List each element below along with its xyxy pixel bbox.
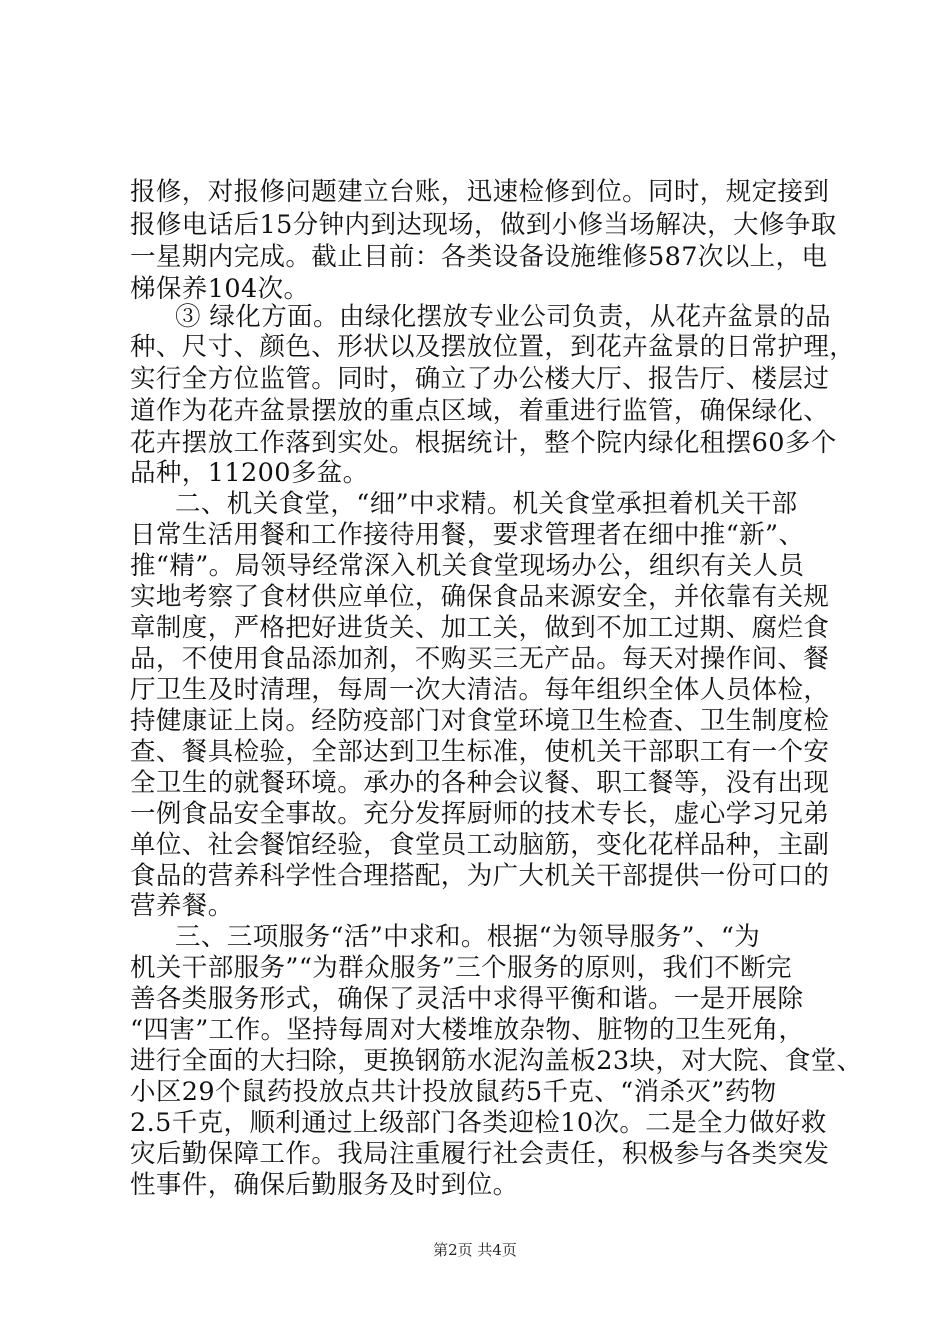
text-line: 性事件，确保后勤服务及时到位。	[130, 1170, 519, 1200]
text-line: 灾后勤保障工作。我局注重履行社会责任，积极参与各类突发	[130, 1139, 830, 1169]
text-line: 小区29个鼠药投放点共计投放鼠药5千克、“消杀灭”药物	[130, 1077, 777, 1107]
text-line: 品种，11200多盆。	[130, 458, 369, 488]
text-line: 机关干部服务”“为群众服务”三个服务的原则，我们不断完	[130, 953, 792, 983]
text-line: 报修电话后15分钟内到达现场，做到小修当场解决，大修争取	[130, 210, 837, 240]
text-line: 持健康证上岗。经防疫部门对食堂环境卫生检查、卫生制度检	[130, 706, 830, 736]
text-line: 一例食品安全事故。充分发挥厨师的技术专长，虚心学习兄弟	[130, 799, 830, 829]
text-line: 单位、社会餐馆经验，食堂员工动脑筋，变化花样品种，主副	[130, 830, 830, 860]
text-line: 推“精”。局领导经常深入机关食堂现场办公，组织有关人员	[130, 551, 805, 581]
text-line: 营养餐。	[130, 891, 234, 921]
text-line: 一星期内完成。截止目前：各类设备设施维修587次以上，电	[130, 242, 828, 272]
text-line: 全卫生的就餐环境。承办的各种会议餐、职工餐等，没有出现	[130, 768, 830, 798]
page-number-footer: 第2页 共4页	[433, 1241, 517, 1259]
text-line: 厅卫生及时清理，每周一次大清洁。每年组织全体人员体检，	[130, 675, 830, 705]
text-line: 实地考察了食材供应单位，确保食品来源安全，并依靠有关规	[130, 582, 830, 612]
text-line: 花卉摆放工作落到实处。根据统计，整个院内绿化租摆60多个	[130, 428, 837, 458]
text-line: 2.5千克，顺利通过上级部门各类迎检10次。二是全力做好救	[130, 1108, 827, 1138]
paragraph-start-line: ③ 绿化方面。由绿化摆放专业公司负责，从花卉盆景的品	[175, 302, 832, 332]
paragraph-start-line: 三、三项服务“活”中求和。根据“为领导服务”、“为	[175, 922, 761, 952]
text-line: 品，不使用食品添加剂，不购买三无产品。每天对操作间、餐	[130, 644, 830, 674]
text-line: 道作为花卉盆景摆放的重点区域，着重进行监管，确保绿化、	[130, 396, 830, 426]
paragraph-start-line: 二、机关食堂，“细”中求精。机关食堂承担着机关干部	[175, 489, 798, 519]
text-line: 查、餐具检验，全部达到卫生标准，使机关干部职工有一个安	[130, 737, 830, 767]
text-line: 善各类服务形式，确保了灵活中求得平衡和谐。一是开展除	[130, 984, 804, 1014]
text-line: 食品的营养科学性合理搭配，为广大机关干部提供一份可口的	[130, 861, 830, 891]
text-line: 种、尺寸、颜色、形状以及摆放位置，到花卉盆景的日常护理，	[130, 332, 856, 362]
text-line: “四害”工作。坚持每周对大楼堆放杂物、脏物的卫生死角，	[130, 1015, 805, 1045]
text-line: 进行全面的大扫除，更换钢筋水泥沟盖板23块，对大院、食堂、	[130, 1046, 863, 1076]
text-line: 日常生活用餐和工作接待用餐，要求管理者在细中推“新”、	[130, 520, 805, 550]
text-line: 实行全方位监管。同时，确立了办公楼大厅、报告厅、楼层过	[130, 364, 830, 394]
text-line: 章制度，严格把好进货关、加工关，做到不加工过期、腐烂食	[130, 613, 830, 643]
text-line: 报修，对报修问题建立台账，迅速检修到位。同时，规定接到	[130, 177, 830, 207]
text-line: 梯保养104次。	[130, 274, 310, 304]
